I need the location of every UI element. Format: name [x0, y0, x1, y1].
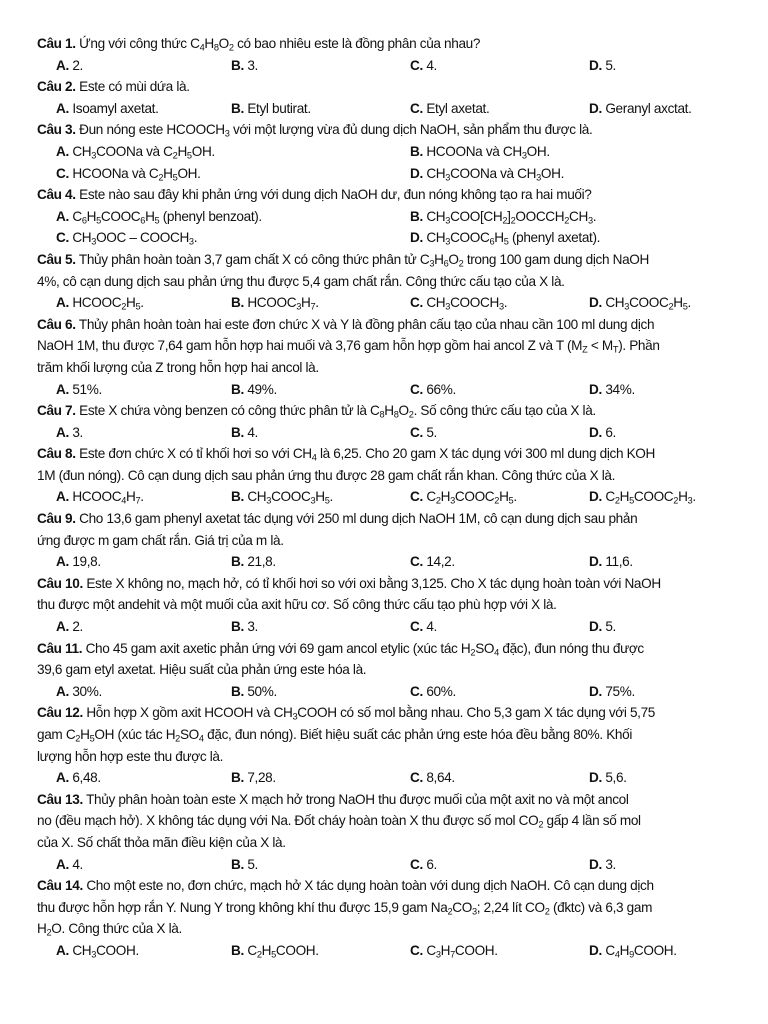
question-stem-line: [37, 875, 737, 897]
answer-option-b: [231, 379, 410, 401]
option-text: $CH_3COOC_3H_5$.: [243, 489, 333, 506]
options-row: [37, 206, 737, 228]
option-letter: B.: [410, 208, 423, 224]
option-text: 5.: [601, 619, 616, 635]
option-letter: D.: [589, 619, 602, 635]
options-row: [37, 854, 737, 876]
answer-option-c: [410, 854, 589, 876]
answer-option-a: [56, 681, 231, 703]
option-letter: D.: [589, 57, 602, 73]
question-5: [37, 249, 737, 314]
question-text: thu được hỗn hợp rắn Y. Nung Y trong không khí thu được 15,9 gam $Na_2CO_3$; 2,24 lít $CO_2$ (đktc) và 6,3 gam: [37, 899, 653, 917]
question-stem-line: [37, 638, 737, 660]
option-text: 3.: [68, 424, 83, 440]
question-stem-line: [37, 184, 737, 206]
answer-option-c: [56, 163, 410, 185]
option-text: $CH_3COONa$ và $C_2H_5OH$.: [68, 143, 215, 161]
question-number: Câu 1.: [37, 36, 76, 51]
answer-option-d: [589, 379, 635, 401]
question-stem-line: [37, 76, 737, 98]
option-letter: A.: [56, 57, 69, 73]
answer-option-d: [589, 616, 616, 638]
option-text: 2.: [68, 57, 83, 73]
answer-option-d: [410, 227, 600, 249]
option-letter: C.: [410, 683, 423, 699]
question-text: Hỗn hợp X gồm axit HCOOH và $CH_3COOH$ có số mol bằng nhau. Cho 5,3 gam X tác dụng với 5,75: [82, 705, 656, 722]
question-number: Câu 13.: [37, 791, 83, 807]
question-11: [37, 638, 737, 703]
option-text: 6.: [422, 856, 437, 872]
option-text: 4.: [422, 57, 437, 73]
question-9: [37, 508, 737, 573]
answer-option-b: [231, 854, 410, 876]
option-letter: C.: [410, 619, 423, 635]
option-text: $HCOOC_4H_7$.: [68, 489, 144, 506]
option-text: HCOONa và $CH_3OH$.: [422, 143, 550, 161]
option-letter: D.: [410, 165, 423, 181]
option-text: $C_4H_9COOH$.: [601, 942, 677, 960]
options-row: [37, 486, 737, 508]
question-text: 39,6 gam etyl axetat. Hiệu suất của phản ứng este hóa là.: [37, 662, 367, 678]
option-letter: A.: [56, 100, 69, 116]
answer-option-a: [56, 616, 231, 638]
option-text: $C_2H_5COOH$.: [243, 942, 319, 960]
question-stem-line: [37, 897, 737, 919]
options-row: [37, 163, 737, 185]
question-text: Thủy phân hoàn toàn 3,7 gam chất X có công thức phân tử $C_3H_6O_2$ trong 100 gam dung dịch NaOH: [75, 251, 649, 269]
option-letter: B.: [231, 554, 244, 570]
question-stem-line: [37, 810, 737, 832]
question-stem-line: [37, 465, 737, 487]
question-text: Este X không no, mạch hở, có tỉ khối hơi so với oxi bằng 3,125. Cho X tác dụng hoàn toàn với NaOH: [82, 575, 661, 591]
option-text: 60%.: [422, 683, 456, 699]
question-stem-line: [37, 789, 737, 811]
question-1: [37, 33, 737, 76]
option-text: $HCOOC_3H_7$.: [243, 295, 319, 312]
option-letter: A.: [56, 554, 69, 570]
answer-option-d: [410, 163, 564, 185]
exam-sheet: [37, 33, 737, 962]
question-stem-line: [37, 357, 737, 379]
question-number: Câu 12.: [37, 705, 83, 721]
question-stem-line: [37, 724, 737, 746]
option-text: 66%.: [422, 381, 456, 397]
answer-option-a: [56, 55, 231, 77]
question-stem-line: [37, 271, 737, 293]
option-letter: B.: [231, 295, 244, 311]
option-letter: C.: [410, 57, 423, 73]
option-text: $CH_3COOC_6H_5$ (phenyl axetat).: [422, 230, 601, 247]
option-letter: D.: [410, 230, 423, 246]
option-letter: A.: [56, 683, 69, 699]
answer-option-b: [231, 98, 410, 120]
question-stem-line: [37, 249, 737, 271]
option-text: $CH_3COONa$ và $CH_3OH$.: [422, 165, 565, 182]
option-letter: C.: [410, 295, 423, 311]
option-letter: C.: [410, 381, 423, 397]
answer-option-d: [589, 98, 692, 120]
option-letter: B.: [231, 100, 244, 116]
option-letter: B.: [231, 489, 244, 505]
option-letter: C.: [410, 770, 423, 786]
option-letter: A.: [56, 208, 69, 224]
question-number: Câu 4.: [37, 187, 76, 203]
option-text: 6.: [601, 424, 616, 440]
question-number: Câu 14.: [37, 878, 83, 894]
options-row: [37, 422, 737, 444]
question-stem-line: [37, 119, 737, 141]
option-letter: B.: [231, 57, 244, 73]
question-stem-line: [37, 530, 737, 552]
option-letter: C.: [56, 230, 69, 246]
answer-option-c: [410, 55, 589, 77]
option-text: Geranyl axctat.: [601, 100, 692, 116]
question-number: Câu 8.: [37, 446, 76, 462]
question-number: Câu 3.: [37, 122, 76, 138]
question-stem-line: [37, 594, 737, 616]
option-text: 2.: [68, 619, 83, 635]
question-6: [37, 314, 737, 400]
answer-option-b: [410, 206, 596, 228]
option-text: 5.: [243, 856, 258, 872]
options-row: [37, 98, 737, 120]
answer-option-a: [56, 551, 231, 573]
option-letter: C.: [410, 856, 423, 872]
option-text: $CH_3COOCH_3$.: [422, 295, 508, 312]
question-text: Cho một este no, đơn chức, mạch hở X tác dụng hoàn toàn với dung dịch NaOH. Cô cạn dung dịch: [82, 878, 654, 894]
option-text: 51%.: [68, 381, 102, 397]
option-text: Isoamyl axetat.: [68, 100, 159, 116]
question-text: Este có mùi dứa là.: [75, 79, 190, 95]
option-text: 19,8.: [68, 554, 101, 570]
question-3: [37, 119, 737, 184]
question-text: ứng được m gam chất rắn. Giá trị của m là.: [37, 532, 284, 548]
answer-option-c: [410, 379, 589, 401]
option-letter: B.: [231, 770, 244, 786]
answer-option-a: [56, 206, 410, 228]
question-stem-line: [37, 918, 737, 940]
question-stem-line: [37, 573, 737, 595]
option-letter: C.: [410, 100, 423, 116]
question-stem-line: [37, 335, 737, 357]
options-row: [37, 292, 737, 314]
option-letter: D.: [589, 683, 602, 699]
option-letter: B.: [231, 381, 244, 397]
option-text: 14,2.: [422, 554, 455, 570]
options-row: [37, 681, 737, 703]
option-letter: A.: [56, 942, 69, 958]
answer-option-a: [56, 767, 231, 789]
question-text: 4%, cô cạn dung dịch sau phản ứng thu được 5,4 gam chất rắn. Công thức cấu tạo của X là.: [37, 273, 565, 289]
answer-option-d: [589, 55, 616, 77]
answer-option-c: [410, 98, 589, 120]
option-letter: A.: [56, 770, 69, 786]
answer-option-b: [231, 940, 410, 962]
answer-option-a: [56, 486, 231, 508]
answer-option-c: [410, 551, 589, 573]
option-text: 7,28.: [243, 770, 276, 786]
answer-option-d: [589, 681, 635, 703]
question-8: [37, 443, 737, 508]
question-text: Cho 13,6 gam phenyl axetat tác dụng với 250 ml dung dịch NaOH 1M, cô cạn dung dịch sau phản: [75, 511, 638, 527]
option-text: 3.: [601, 856, 616, 872]
option-text: 8,64.: [422, 770, 455, 786]
option-letter: D.: [589, 100, 602, 116]
option-letter: D.: [589, 424, 602, 440]
question-text: Đun nóng este $HCOOCH_3$ với một lượng vừa đủ dung dịch NaOH, sản phẩm thu được là.: [75, 122, 593, 139]
question-text: Este X chứa vòng benzen có công thức phân tử là $C_8H_8O_2$. Số công thức cấu tạo của X là.: [75, 403, 596, 420]
answer-option-a: [56, 940, 231, 962]
option-text: $CH_3COOH$.: [68, 942, 139, 960]
option-text: 49%.: [243, 381, 277, 397]
options-row: [37, 551, 737, 573]
option-letter: D.: [589, 856, 602, 872]
option-letter: C.: [56, 165, 69, 181]
answer-option-d: [589, 551, 633, 573]
question-number: Câu 7.: [37, 403, 76, 419]
option-letter: A.: [56, 424, 69, 440]
options-row: [37, 55, 737, 77]
answer-option-a: [56, 141, 410, 163]
question-text: gam $C_2H_5OH$ (xúc tác $H_2SO_4$ đặc, đun nóng). Biết hiệu suất các phản ứng este hóa đều bằng 80%. Khối: [37, 727, 633, 744]
option-text: $C_3H_7COOH$.: [422, 942, 498, 960]
answer-option-b: [410, 141, 550, 163]
question-number: Câu 10.: [37, 575, 83, 591]
option-text: HCOONa và $C_2H_5OH$.: [68, 165, 201, 182]
answer-option-a: [56, 379, 231, 401]
answer-option-d: [589, 940, 677, 962]
question-stem-line: [37, 508, 737, 530]
option-text: 50%.: [243, 683, 277, 699]
question-stem-line: [37, 702, 737, 724]
option-text: $C_2H_5COOC_2H_3$.: [601, 489, 696, 506]
question-14: [37, 875, 737, 961]
option-text: 75%.: [601, 683, 635, 699]
question-text: thu được một andehit và một muối của axit hữu cơ. Số công thức cấu tạo phù hợp với X là.: [37, 597, 557, 613]
question-text: Ứng với công thức $C_4H_8O_2$ có bao nhiêu este là đồng phân của nhau?: [75, 36, 481, 53]
answer-option-c: [410, 422, 589, 444]
answer-option-b: [231, 55, 410, 77]
question-text: $H_2O$. Công thức của X là.: [37, 921, 182, 938]
option-letter: B.: [231, 856, 244, 872]
answer-option-c: [410, 767, 589, 789]
answer-option-d: [589, 422, 616, 444]
option-text: 4.: [422, 619, 437, 635]
answer-option-d: [589, 292, 691, 314]
question-text: Este đơn chức X có tỉ khối hơi so với $CH_4$ là 6,25. Cho 20 gam X tác dụng với 300 ml dung dịch KOH: [75, 446, 655, 463]
answer-option-c: [56, 227, 410, 249]
question-number: Câu 11.: [37, 640, 83, 656]
option-text: 3.: [243, 619, 258, 635]
option-text: 6,48.: [68, 770, 101, 786]
answer-option-a: [56, 98, 231, 120]
option-letter: A.: [56, 143, 69, 159]
question-stem-line: [37, 400, 737, 422]
options-row: [37, 767, 737, 789]
answer-option-b: [231, 486, 410, 508]
option-text: $CH_3COOC_2H_5$.: [601, 295, 691, 312]
question-7: [37, 400, 737, 443]
option-letter: C.: [410, 554, 423, 570]
option-text: 30%.: [68, 683, 102, 699]
option-text: $CH_3OOC$ – $COOCH_3$.: [68, 230, 198, 247]
answer-option-c: [410, 292, 589, 314]
answer-option-c: [410, 486, 589, 508]
option-letter: D.: [589, 295, 602, 311]
question-stem-line: [37, 659, 737, 681]
answer-option-b: [231, 422, 410, 444]
question-text: 1M (đun nóng). Cô cạn dung dịch sau phản ứng thu được 28 gam chất rắn khan. Công thức của X là.: [37, 467, 616, 483]
question-4: [37, 184, 737, 249]
answer-option-b: [231, 767, 410, 789]
question-stem-line: [37, 832, 737, 854]
options-row: [37, 616, 737, 638]
options-row: [37, 227, 737, 249]
option-text: $HCOOC_2H_5$.: [68, 295, 144, 312]
question-text: Este nào sau đây khi phản ứng với dung dịch NaOH dư, đun nóng không tạo ra hai muối?: [75, 187, 592, 203]
option-text: 21,8.: [243, 554, 276, 570]
option-letter: D.: [589, 381, 602, 397]
option-text: $C_6H_5COOC_6H_5$ (phenyl benzoat).: [68, 208, 262, 226]
question-text: Cho 45 gam axit axetic phản ứng với 69 gam ancol etylic (xúc tác $H_2SO_4$ đặc), đun nóng thu được: [82, 640, 644, 657]
option-letter: C.: [410, 489, 423, 505]
question-text: no (đều mạch hở). X không tác dụng với Na. Đốt cháy hoàn toàn X thu được số mol $CO_2$ gấp 4 lần số mol: [37, 813, 641, 830]
option-letter: B.: [231, 619, 244, 635]
option-letter: A.: [56, 295, 69, 311]
answer-option-c: [410, 940, 589, 962]
answer-option-a: [56, 854, 231, 876]
question-12: [37, 702, 737, 788]
question-text: NaOH 1M, thu được 7,64 gam hỗn hợp hai muối và 3,76 gam hỗn hợp gồm hai ancol Z và T $(M_Z < M_T)$. Phần: [37, 338, 660, 355]
answer-option-d: [589, 486, 696, 508]
answer-option-d: [589, 767, 627, 789]
option-text: 5.: [601, 57, 616, 73]
question-stem-line: [37, 314, 737, 336]
option-letter: D.: [589, 554, 602, 570]
option-text: 3.: [243, 57, 258, 73]
question-13: [37, 789, 737, 875]
option-letter: B.: [231, 683, 244, 699]
option-letter: B.: [231, 942, 244, 958]
question-text: Thủy phân hoàn toàn este X mạch hở trong NaOH thu được muối của một axit no và một ancol: [82, 791, 629, 807]
question-text: trăm khối lượng của Z trong hỗn hợp hai ancol là.: [37, 359, 319, 375]
option-letter: A.: [56, 489, 69, 505]
question-number: Câu 5.: [37, 251, 76, 267]
option-letter: D.: [589, 770, 602, 786]
option-text: 34%.: [601, 381, 635, 397]
question-number: Câu 2.: [37, 79, 76, 95]
option-text: 5.: [422, 424, 437, 440]
option-letter: A.: [56, 381, 69, 397]
answer-option-b: [231, 551, 410, 573]
question-text: lượng hỗn hợp este thu được là.: [37, 748, 224, 764]
option-text: 4.: [243, 424, 258, 440]
answer-option-b: [231, 292, 410, 314]
answer-option-c: [410, 616, 589, 638]
question-number: Câu 6.: [37, 316, 76, 332]
answer-option-a: [56, 422, 231, 444]
option-letter: C.: [410, 942, 423, 958]
option-text: Etyl butirat.: [243, 100, 311, 116]
option-letter: D.: [589, 942, 602, 958]
option-text: Etyl axetat.: [422, 100, 490, 116]
options-row: [37, 940, 737, 962]
option-text: $C_2H_3COOC_2H_5$.: [422, 489, 517, 506]
option-letter: A.: [56, 619, 69, 635]
option-letter: C.: [410, 424, 423, 440]
option-text: 4.: [68, 856, 83, 872]
question-text: của X. Số chất thỏa mãn điều kiện của X là.: [37, 834, 286, 850]
options-row: [37, 141, 737, 163]
question-stem-line: [37, 33, 737, 55]
option-letter: A.: [56, 856, 69, 872]
answer-option-b: [231, 616, 410, 638]
option-letter: D.: [589, 489, 602, 505]
answer-option-d: [589, 854, 616, 876]
question-stem-line: [37, 746, 737, 768]
option-text: $CH_3COO[CH_2]_2OOCCH_2CH_3$.: [422, 208, 597, 226]
answer-option-a: [56, 292, 231, 314]
option-text: 5,6.: [601, 770, 627, 786]
question-10: [37, 573, 737, 638]
option-letter: B.: [410, 143, 423, 159]
question-number: Câu 9.: [37, 511, 76, 527]
question-text: Thủy phân hoàn toàn hai este đơn chức X và Y là đồng phân cấu tạo của nhau cần 100 ml dung dịch: [75, 316, 655, 332]
options-row: [37, 379, 737, 401]
option-letter: B.: [231, 424, 244, 440]
question-2: [37, 76, 737, 119]
answer-option-b: [231, 681, 410, 703]
answer-option-c: [410, 681, 589, 703]
option-text: 11,6.: [601, 554, 633, 570]
question-stem-line: [37, 443, 737, 465]
